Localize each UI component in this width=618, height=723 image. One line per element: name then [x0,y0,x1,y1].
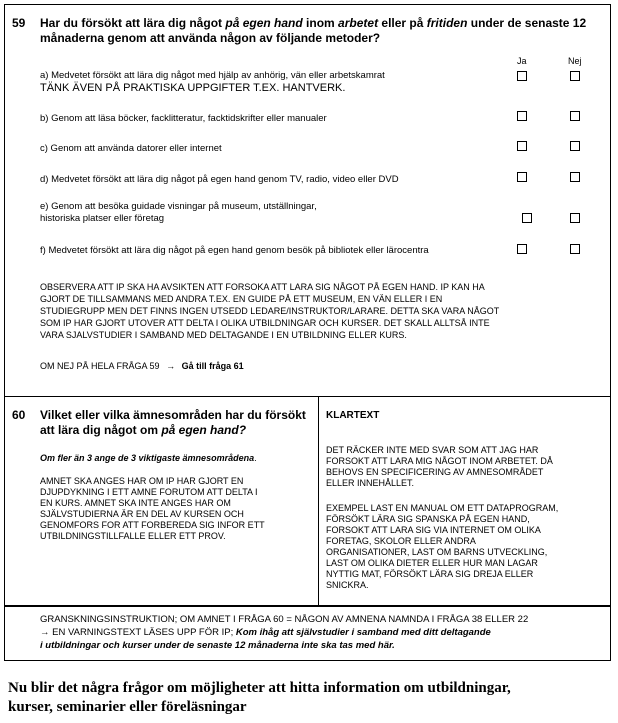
question-59-text: Har du försökt att lära dig något på egen hand inom arbetet eller på fritiden under de senaste 12 månaderna genom att använda någon av följande metoder? [40,16,587,45]
klartext-label: KLARTEXT [326,410,380,421]
question-60-note: AMNET SKA ANGES HAR OM IP HAR GJORT EN DJUPDYKNING I ETT AMNE FORUTOM ATT DELTA I EN KURS. AMNET SKA INTE ANGES HAR OM SJÄLVSTUDIERNA ÄR EN DEL AV KURSEN OCH GENOMFORS FOR ATT FORBEREDA SIG INFOR ETT UTBILDNINGSTILLFALLE ELLER ETT PROV. [40,476,265,541]
question-60-instruction: Om fler än 3 ange de 3 viktigaste ämnesområdena. [40,453,257,463]
item-d: d) Medvetet försökt att lära dig något på egen hand genom TV, radio, video eller DVD [40,174,399,185]
question-59-number: 59 [12,16,26,30]
checkbox-c-nej[interactable] [570,141,580,151]
checkbox-f-nej[interactable] [570,244,580,254]
question-60-divider [318,396,319,606]
review-instruction: GRANSKNINGSINSTRUKTION; OM AMNET I FRÅGA 60 = NÅGON AV AMNENA NAMNDA I FRÅGA 38 ELLER 22 → EN VARNINGSTEXT LÄSES UPP FÖR IP; Kom ihåg att självstudier i samband med ditt deltagande i utbildningar och kurser under de senaste 12 månaderna inte ska tas med här. [40,614,529,651]
skip-target: Gå till fråga 61 [181,361,244,371]
item-c: c) Genom att använda datorer eller internet [40,143,222,154]
item-e: e) Genom att besöka guidade visningar på museum, utställningar, historiska platser eller företag [40,201,317,224]
checkbox-c-ja[interactable] [517,141,527,151]
question-60-text: Vilket eller vilka ämnesområden har du försökt att lära dig något om på egen hand? [40,408,306,437]
checkbox-e-nej[interactable] [570,213,580,223]
checkbox-e-ja[interactable] [522,213,532,223]
checkbox-b-ja[interactable] [517,111,527,121]
item-a: a) Medvetet försökt att lära dig något med hjälp av anhörig, vän eller arbetskamrat TÄNK ÄVEN PÅ PRAKTISKA UPPGIFTER T.EX. HANTVERK. [40,70,385,94]
checkbox-f-ja[interactable] [517,244,527,254]
klartext-note-1: DET RÄCKER INTE MED SVAR SOM ATT JAG HAR FORSOKT ATT LARA MIG NÅGOT INOM ARBETET. DÅ BEHOVS EN SPECIFICERING AV AMNESOMRÅDET ELLER INNEHÅLLET. [326,445,553,488]
item-f: f) Medvetet försökt att lära dig något på egen hand genom besök på bibliotek eller lärocentra [40,245,429,256]
column-header-ja: Ja [517,56,527,66]
checkbox-d-nej[interactable] [570,172,580,182]
checkbox-a-nej[interactable] [570,71,580,81]
interviewer-instruction-59: OBSERVERA ATT IP SKA HA AVSIKTEN ATT FORSOKA ATT LARA SIG NÅGOT PÅ EGEN HAND. IP KAN HA GJORT DE TILLSAMMANS MED ANDRA T.EX. EN GUIDE PÅ ETT MUSEUM, EN VÄN ELLER I EN STUDIEGRUPP MEN DET FINNS INGEN UTSEDD LEDARE/INSTRUKTOR/LARARE. DETTA SKA VARA NÅGOT SOM IP HAR GJORT UTOVER ATT DELTA I OLIKA UTBILDNINGAR OCH KURSER. DET SKALL ALLTSÅ INTE VARA SJALVSTUDIER I SAMBAND MED DELTAGANDE I EN UTBILDNING ELLER KURS. [40,282,500,340]
item-b: b) Genom att läsa böcker, facklitteratur, facktidskrifter eller manualer [40,113,327,124]
skip-instruction: OM NEJ PÅ HELA FRÅGA 59 → Gå till fråga 61 [40,361,244,371]
checkbox-d-ja[interactable] [517,172,527,182]
column-header-nej: Nej [568,56,582,66]
question-60-number: 60 [12,408,26,422]
arrow-right-icon: → [166,361,176,371]
section-intro: Nu blir det några frågor om möjligheter att hitta information om utbildningar, kurser, seminarier eller föreläsningar [8,680,511,715]
checkbox-a-ja[interactable] [517,71,527,81]
klartext-note-2: EXEMPEL LAST EN MANUAL OM ETT DATAPROGRAM, FÖRSÖKT LÄRA SIG SPANSKA PÅ EGEN HAND, FORSOKT ATT LARA SIG VIA INTERNET OM OLIKA FORETAG, SKOLOR ELLER ANDRA ORGANISATIONER, LAST OM BARNS UTVECKLING, LAST OM OLIKA DIETER ELLER HUR MAN LAGAR NYTTIG MAT, FÖRSÖKT LÄRA SIG DREJA ELLER SNICKRA. [326,503,559,590]
checkbox-b-nej[interactable] [570,111,580,121]
